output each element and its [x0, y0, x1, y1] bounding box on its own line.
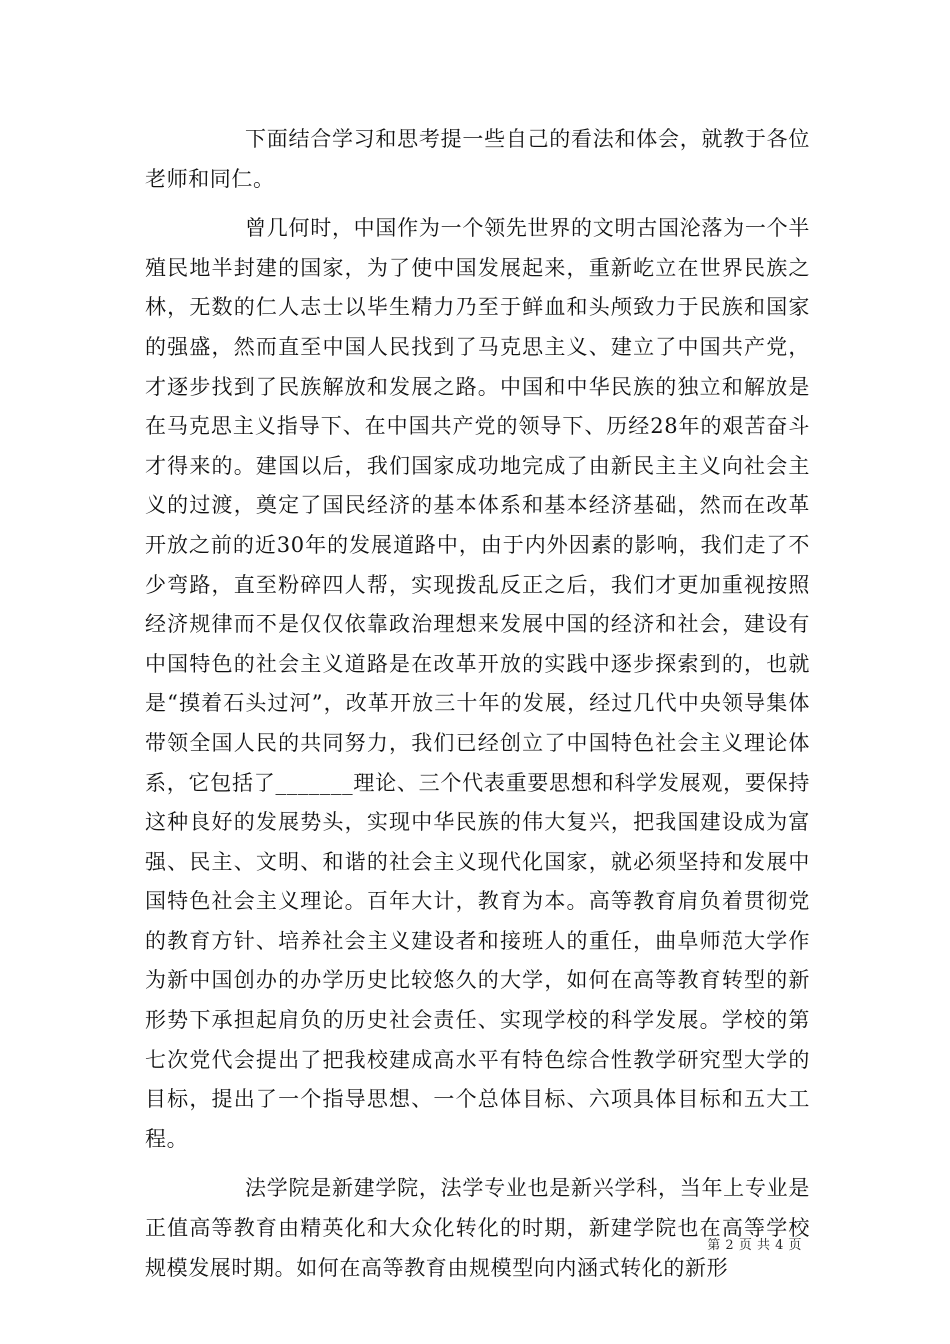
document-body [145, 120, 810, 1298]
page-number-footer: 第 2 页 共 4 页 [707, 1238, 802, 1253]
paragraph-intro: 下面结合学习和思考提一些自己的看法和体会，就教于各位老师和同仁。 [145, 127, 810, 191]
paragraph-law-school: 法学院是新建学院，法学专业也是新兴学科，当年上专业是正值高等教育由精英化和大众化转化的时期，新建学院也在高等学校规模发展时期。如何在高等教育由规模型向内涵式转化的新形 [145, 1176, 810, 1280]
paragraph-history: 曾几何时，中国作为一个领先世界的文明古国沦落为一个半殖民地半封建的国家，为了使中国发展起来，重新屹立在世界民族之林，无数的仁人志士以毕生精力乃至于鲜血和头颅致力于民族和国家的强盛，然而直至中国人民找到了马克思主义、建立了中国共产党，才逐步找到了民族解放和发展之路。中国和中华民族的独立和解放是在马克思主义指导下、在中国共产党的领导下、历经28年的艰苦奋斗才得来的。建国以后，我们国家成功地完成了由新民主主义向社会主义的过渡，奠定了国民经济的基本体系和基本经济基础，然而在改革开放之前的近30年的发展道路中，由于内外因素的影响，我们走了不少弯路，直至粉碎四人帮，实现拨乱反正之后，我们才更加重视按照经济规律而不是仅仅依靠政治理想来发展中国的经济和社会，建设有中国特色的社会主义道路是在改革开放的实践中逐步探索到的，也就是“摸着石头过河”，改革开放三十年的发展，经过几代中央领导集体带领全国人民的共同努力，我们已经创立了中国特色社会主义理论体系，它包括了_______理论、三个代表重要思想和科学发展观，要保持这种良好的发展势头，实现中华民族的伟大复兴，把我国建设成为富强、民主、文明、和谐的社会主义现代化国家，就必须坚持和发展中国特色社会主义理论。百年大计，教育为本。高等教育肩负着贯彻党的教育方针、培养社会主义建设者和接班人的重任，曲阜师范大学作为新中国创办的办学历史比较悠久的大学，如何在高等教育转型的新形势下承担起肩负的历史社会责任、实现学校的科学发展。学校的第七次党代会提出了把我校建成高水平有特色综合性教学研究型大学的目标，提出了一个指导思想、一个总体目标、六项具体目标和五大工程。 [145, 216, 810, 1151]
